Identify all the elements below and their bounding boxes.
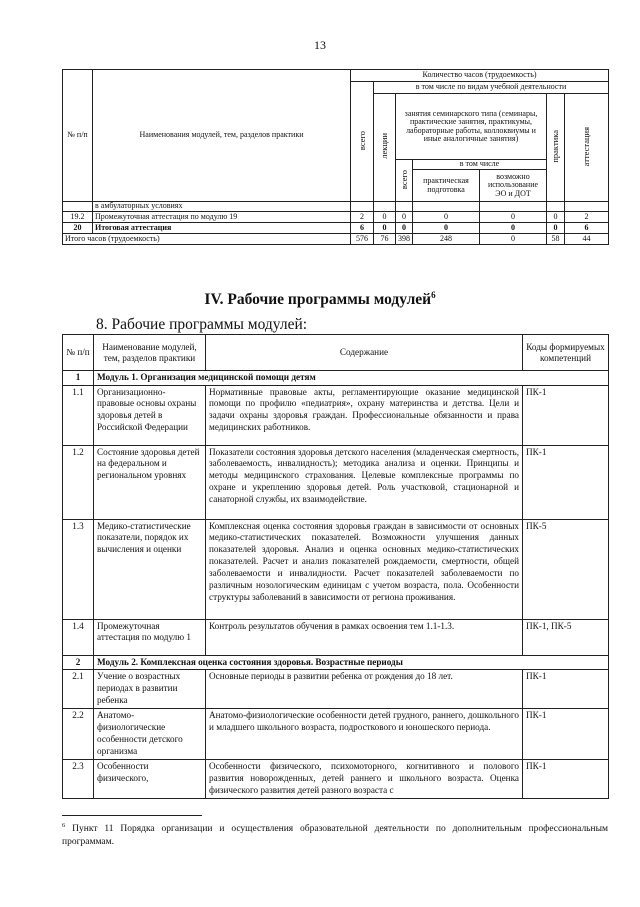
- modules-table: [62, 334, 609, 799]
- incl-header: в том числе: [413, 160, 547, 170]
- table-row: 2.1 Учение о возрастных периодах в развитии ребенка Основные периоды в развитии ребенка от рождения до 18 лет. ПК-1: [63, 670, 609, 709]
- table-row: 1.3 Медико-статистические показатели, порядок их вычисления и оценки Комплексная оценка состояния здоровья граждан в зависимости от основных медико-статистических показателей. Возможности улучшения данных показателей здоровья. Анализ и оценка основных медико-статистических показателей. Расчет и анализ показателей рождаемости, смертности, общей заболеваемости и инвалидности. Расчет показателей заболеваемости по различным нозологическим единицам с учетом возраста, пола. Особенности структуры заболеваний в зависимости от региона проживания. ПК-5: [63, 519, 609, 619]
- col-total-header: всего: [351, 82, 374, 202]
- col-lectures-header: лекции: [374, 94, 396, 202]
- table-row: 20 Итоговая аттестация 6 0 0 0 0 0 6: [63, 223, 609, 234]
- col-practice-header: практика: [547, 94, 565, 202]
- col-name-header: Наименование модулей, тем, разделов практики: [94, 335, 206, 371]
- col-prac-prep-header: практическая подготовка: [413, 170, 480, 202]
- section-heading: IV. Рабочие программы модулей$^6$: [204, 290, 436, 309]
- table-row: в амбулаторных условиях: [63, 202, 609, 212]
- footnote-mark: 6: [62, 822, 66, 829]
- col-codes-header: Коды формируемых компетенций: [523, 335, 609, 371]
- footnote-ref: 6: [431, 290, 436, 300]
- table-row: 2.2 Анатомо-физиологические особенности детского организма Анатомо-физиологические особенности детей грудного, раннего, дошкольного и младшего школьного возраста, подросткового и юношеского периода. ПК-1: [63, 708, 609, 759]
- module-row: 2 Модуль 2. Комплексная оценка состояния здоровья. Возрастные периоды: [63, 655, 609, 670]
- hours-table: [62, 69, 609, 245]
- seminars-header: занятия семинарского типа (семинары, практические занятия, практикумы, лабораторные работы, коллоквиумы и иные аналогичные занятия): [396, 94, 547, 160]
- page-number: 13: [314, 38, 326, 52]
- col-content-header: Содержание: [206, 335, 523, 371]
- footnote-text: Пункт 11 Порядка организации и осуществления образовательной деятельности по дополнительным профессиональным программам.: [62, 824, 608, 847]
- col-name-header: Наименования модулей, тем, разделов практики: [93, 70, 351, 202]
- table-row: 2.3 Особенности физического, Особенности физического, психомоторного, когнитивного и полового развития новорожденных, детей раннего и школьного возраста. Оценка физического развития детей разного возраста с ПК-1: [63, 759, 609, 798]
- module-row: 1 Модуль 1. Организация медицинской помощи детям: [63, 371, 609, 386]
- hours-header: Количество часов (трудоемкость): [351, 70, 609, 82]
- col-num-header: № п/п: [63, 70, 93, 202]
- table-row: 1.4 Промежуточная аттестация по модулю 1 Контроль результатов обучения в рамках освоения тем 1.1-1.3. ПК-1, ПК-5: [63, 619, 609, 655]
- by-type-header: в том числе по видам учебной деятельности: [374, 82, 609, 94]
- col-eo-dot-header: возможно использование ЭО и ДОТ: [480, 170, 547, 202]
- subheading: 8. Рабочие программы модулей:: [96, 316, 308, 333]
- col-num-header: № п/п: [63, 335, 94, 371]
- col-sem-total-header: всего: [396, 160, 413, 202]
- footnote-divider: [62, 815, 202, 816]
- table-row: 19.2 Промежуточная аттестация по модулю 19 2 0 0 0 0 0 2: [63, 212, 609, 223]
- footnote: [62, 822, 608, 849]
- table-row: 1.2 Состояние здоровья детей на федеральном и региональном уровнях Показатели состояния здоровья детского населения (младенческая смертность, заболеваемость, инвалидность); методика анализа и оценки. Принципы и методы медицинского страхования. Целевые комплексные программы по охране и укреплению здоровья детей. Роль участковой, стационарной и санаторной службы, их взаимодействие. ПК-1: [63, 445, 609, 519]
- col-attestation-header: аттестация: [565, 94, 609, 202]
- total-row: Итого часов (трудоемкость) 576 76 398 248 0 58 44: [63, 234, 609, 245]
- table-row: 1.1 Организационно-правовые основы охраны здоровья детей в Российской Федерации Нормативные правовые акты, регламентирующие оказание медицинской помощи по профилю «педиатрия», охрану материнства и детства. Цели и задачи охраны здоровья граждан. Профессиональные обязанности и права медицинских работников. ПК-1: [63, 385, 609, 445]
